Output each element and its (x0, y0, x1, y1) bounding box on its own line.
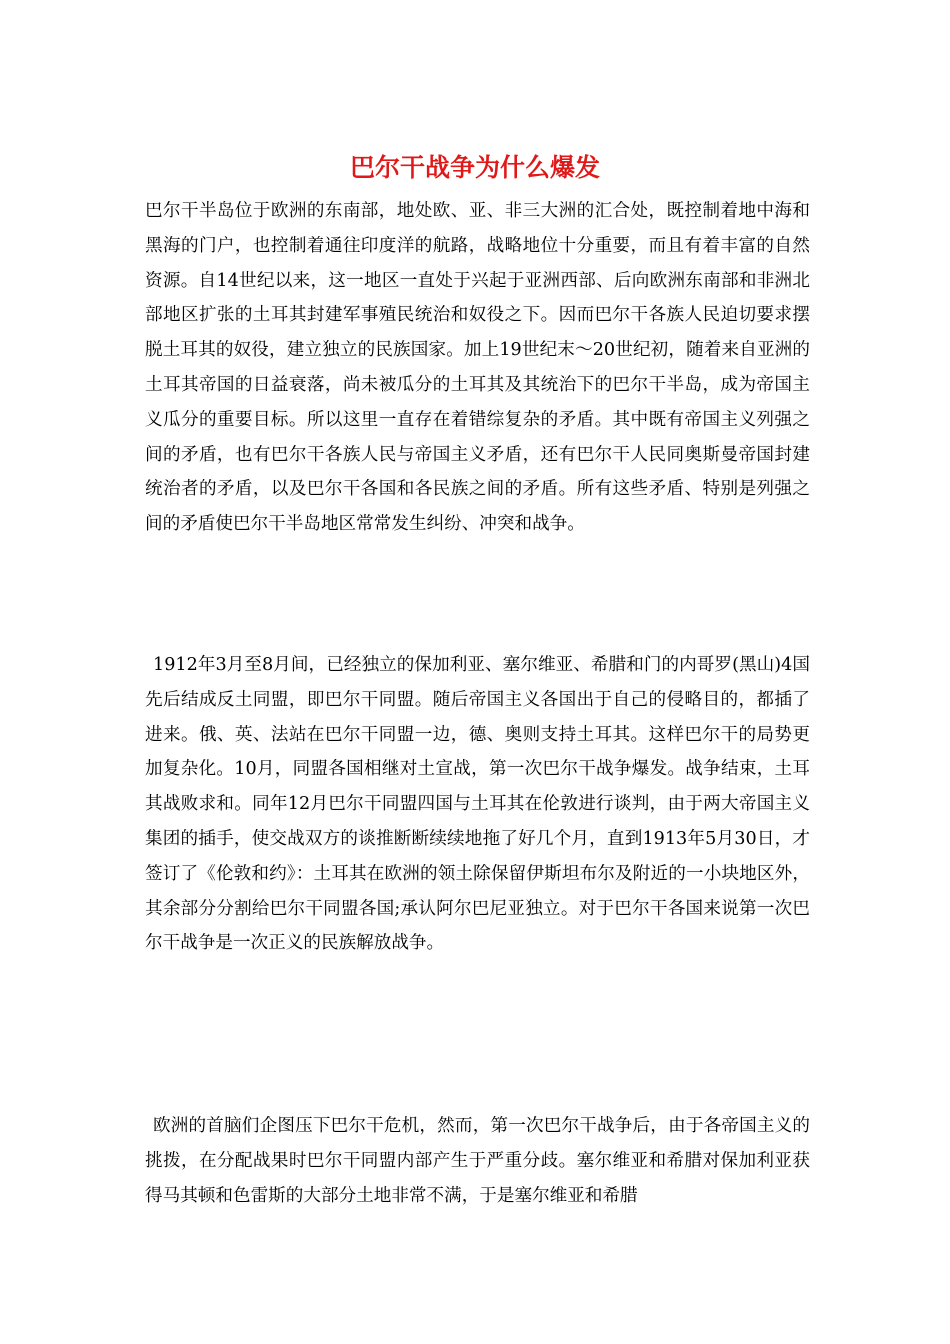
paragraph-first-balkan-war: 1912年3月至8月间，已经独立的保加利亚、塞尔维亚、希腊和门的内哥罗(黑山)4国先后结成反土同盟，即巴尔干同盟。随后帝国主义各国出于自己的侵略目的，都插了进来。俄、英、法站在巴尔干同盟一边，德、奥则支持土耳其。这样巴尔干的局势更加复杂化。10月，同盟各国相继对土宣战，第一次巴尔干战争爆发。战争结束，土耳其战败求和。同年12月巴尔干同盟四国与土耳其在伦敦进行谈判，由于两大帝国主义集团的插手，使交战双方的谈推断断续续地拖了好几个月，直到1913年5月30日，才签订了《伦敦和约》：土耳其在欧洲的领土除保留伊斯坦布尔及附近的一小块地区外，其余部分分割给巴尔干同盟各国;承认阿尔巴尼亚独立。对于巴尔干各国来说第一次巴尔干战争是一次正义的民族解放战争。 (145, 655, 810, 954)
paragraph-second-balkan-war: 欧洲的首脑们企图压下巴尔干危机，然而，第一次巴尔干战争后，由于各帝国主义的挑拨，在分配战果时巴尔干同盟内部产生于严重分歧。塞尔维亚和希腊对保加利亚获得马其顿和色雷斯的大部分土地非常不满，于是塞尔维亚和希腊 (145, 1116, 810, 1206)
document-title: 巴尔干战争为什么爆发 (349, 153, 600, 182)
paragraph-balkan-background: 巴尔干半岛位于欧洲的东南部，地处欧、亚、非三大洲的汇合处，既控制着地中海和黑海的门户，也控制着通往印度洋的航路，战略地位十分重要，而且有着丰富的自然资源。自14世纪以来，这一地区一直处于兴起于亚洲西部、后向欧洲东南部和非洲北部地区扩张的土耳其封建军事殖民统治和奴役之下。因而巴尔干各族人民迫切要求摆脱土耳其的奴役，建立独立的民族国家。加上19世纪末～20世纪初，随着来自亚洲的土耳其帝国的日益衰落，尚未被瓜分的土耳其及其统治下的巴尔干半岛，成为帝国主义瓜分的重要目标。所以这里一直存在着错综复杂的矛盾。其中既有帝国主义列强之间的矛盾，也有巴尔干各族人民与帝国主义矛盾，还有巴尔干人民同奥斯曼帝国封建统治者的矛盾，以及巴尔干各国和各民族之间的矛盾。所有这些矛盾、特别是列强之间的矛盾使巴尔干半岛地区常常发生纠纷、冲突和战争。 (145, 201, 810, 535)
